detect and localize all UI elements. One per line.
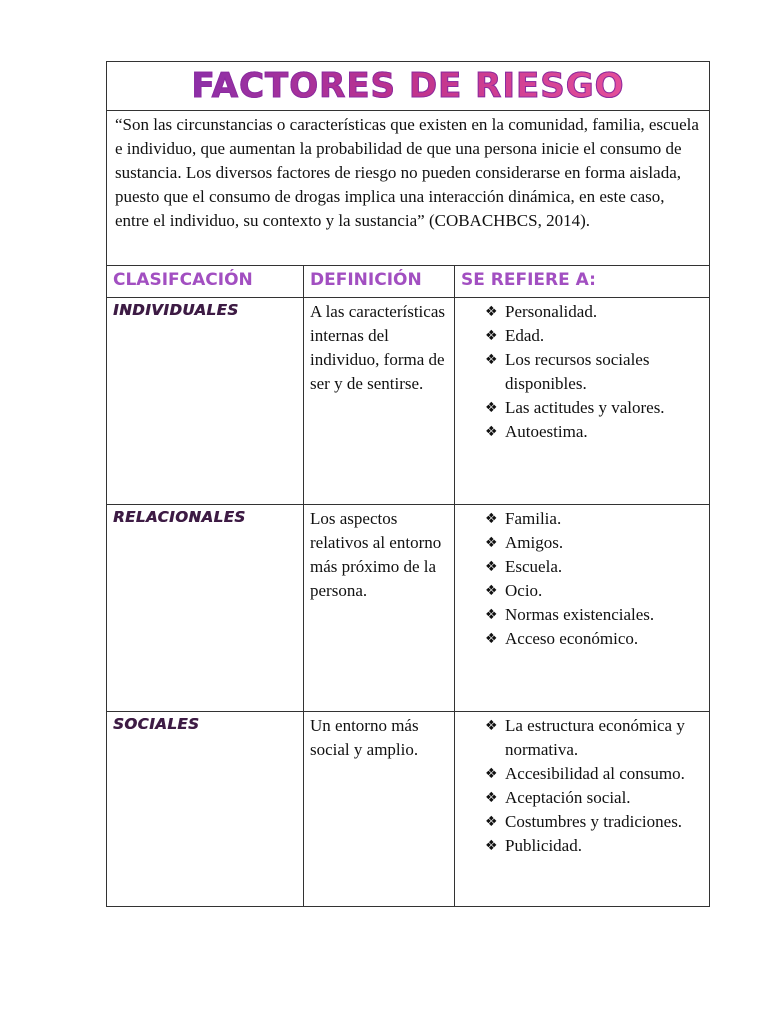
header-definition: DEFINICIÓN	[304, 266, 455, 298]
list-item: ❖ Escuela.	[485, 555, 703, 579]
category-definition: Los aspectos relativos al entorno más próximo de la persona.	[304, 505, 455, 712]
list-item: ❖ Aceptación social.	[485, 786, 703, 810]
diamond-bullet-icon: ❖	[485, 838, 498, 854]
items-list	[485, 300, 703, 444]
diamond-bullet-icon: ❖	[485, 328, 498, 344]
list-item: ❖ Costumbres y tradiciones.	[485, 810, 703, 834]
list-item: ❖ Acceso económico.	[485, 627, 703, 651]
list-item: ❖ Familia.	[485, 507, 703, 531]
items-cell	[455, 505, 710, 712]
diamond-bullet-icon: ❖	[485, 814, 498, 830]
diamond-bullet-icon: ❖	[485, 304, 498, 320]
list-item: ❖ Personalidad.	[485, 300, 703, 324]
list-item: ❖ La estructura económica y normativa.	[485, 716, 685, 759]
title-cell	[107, 62, 710, 111]
category-label: RELACIONALES	[107, 505, 304, 712]
diamond-bullet-icon: ❖	[485, 400, 498, 416]
items-cell	[455, 712, 710, 907]
list-item: ❖ Ocio.	[485, 579, 703, 603]
table-row	[107, 505, 710, 712]
list-item: ❖ Edad.	[485, 324, 703, 348]
diamond-bullet-icon: ❖	[485, 424, 498, 440]
table-row	[107, 298, 710, 505]
definition-quote: “Son las circunstancias o características que existen en la comunidad, familia, escuela e individuo, que aumentan la probabilidad de que una persona inicie el consumo de sustancia. Los diversos factores de riesgo no pueden considerarse en forma aislada, puesto que el consumo de drogas implica una interacción dinámica, en este caso, entre el individuo, su contexto y la sustancia” (COBACHBCS, 2014).	[107, 111, 710, 266]
diamond-bullet-icon: ❖	[485, 718, 498, 734]
list-item: ❖ Publicidad.	[485, 834, 703, 858]
items-cell	[455, 298, 710, 505]
diamond-bullet-icon: ❖	[485, 790, 498, 806]
diamond-bullet-icon: ❖	[485, 631, 498, 647]
diamond-bullet-icon: ❖	[485, 766, 498, 782]
page-title: FACTORES DE RIESGO	[191, 66, 625, 106]
risk-factors-table	[106, 61, 710, 907]
category-definition: Un entorno más social y amplio.	[304, 712, 455, 907]
list-item: ❖ Accesibilidad al consumo.	[485, 762, 703, 786]
diamond-bullet-icon: ❖	[485, 607, 498, 623]
diamond-bullet-icon: ❖	[485, 511, 498, 527]
table-row	[107, 712, 710, 907]
diamond-bullet-icon: ❖	[485, 535, 498, 551]
list-item: ❖ Las actitudes y valores.	[485, 396, 703, 420]
header-classification: CLASIFCACIÓN	[107, 266, 304, 298]
diamond-bullet-icon: ❖	[485, 583, 498, 599]
items-list	[485, 714, 703, 858]
category-label: SOCIALES	[107, 712, 304, 907]
header-refers-to: SE REFIERE A:	[455, 266, 710, 298]
list-item: ❖ Normas existenciales.	[485, 603, 703, 627]
diamond-bullet-icon: ❖	[485, 559, 498, 575]
category-label: INDIVIDUALES	[107, 298, 304, 505]
diamond-bullet-icon: ❖	[485, 352, 498, 368]
list-item: ❖ Amigos.	[485, 531, 703, 555]
category-definition: A las características internas del individuo, forma de ser y de sentirse.	[304, 298, 455, 505]
items-list	[485, 507, 703, 651]
list-item: ❖ Los recursos sociales disponibles.	[485, 350, 650, 393]
list-item: ❖ Autoestima.	[485, 420, 703, 444]
